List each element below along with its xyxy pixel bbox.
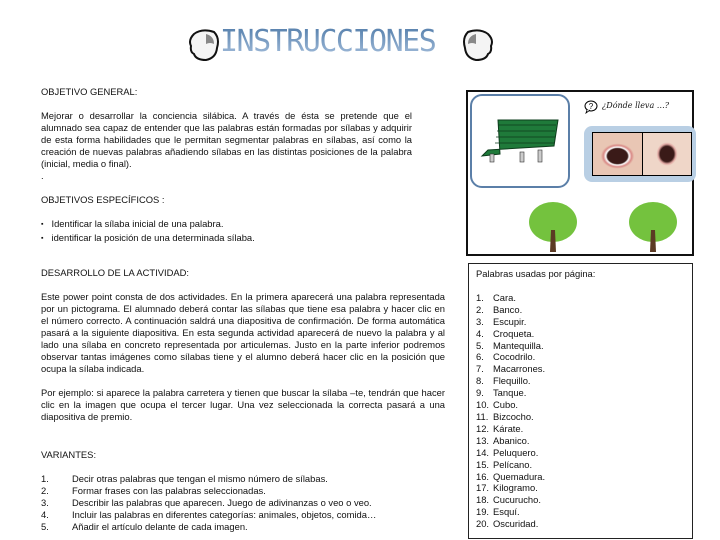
objetivo-general-text: Mejorar o desarrollar la conciencia silábica. A través de ésta se pretende que el alumnado sea capaz de entender que las palabras están formadas por sílabas y adquirir de esta forma habilidades que le permitan segmentar palabras en sílabas, así como la creación de nuevas palabras añadiendo sílabas en las distintas posiciones de la palabra (inicial, media o final). bbox=[41, 110, 412, 169]
list-item: 14. Peluquero. bbox=[476, 446, 539, 458]
list-item: 5. Mantequilla. bbox=[476, 339, 544, 351]
list-item: 12. Kárate. bbox=[476, 422, 524, 434]
objetivo-general-heading: OBJETIVO GENERAL: bbox=[41, 86, 138, 97]
list-item: 16. Quemadura. bbox=[476, 470, 546, 482]
list-item: 1. Cara. bbox=[476, 291, 516, 303]
list-item: 3. Escupir. bbox=[476, 315, 527, 327]
list-item: 11. Bizcocho. bbox=[476, 410, 534, 422]
objetivos-list bbox=[41, 218, 255, 246]
desarrollo-paragraph-1: Este power point consta de dos actividades. En la primera aparecerá una palabra representada por un pictograma. El alumnado deberá contar las sílabas que tiene esa palabra y hacer clic en el número correcto. A continuación saldrá una diapositiva de confirmación. De forma automática pasará a la siguiente diapositiva. En esta segunda actividad aparecerá de nuevo la palabra y al lado una sílaba en concreto representada por articulemas. Justo en la parte inferior podremos observar tantas imágenes como sílabas tiene y el alumno deberá hacer clic en la posición que ocupa la sílaba indicada. bbox=[41, 291, 445, 374]
variantes-list bbox=[41, 473, 376, 533]
fist-icon-right bbox=[462, 28, 494, 62]
desarrollo-paragraph-2: Por ejemplo: si aparece la palabra carretera y tienen que buscar la sílaba –te, tendrán que hacer clic en la imagen que ocupa el tercer lugar. Una vez seleccionada la correcta pasará a una diapositiva de premio. bbox=[41, 387, 445, 422]
page-title: INSTRUCCIONES bbox=[220, 24, 436, 59]
articulemas-panel bbox=[584, 126, 696, 182]
list-item: 5. Añadir el artículo delante de cada imagen. bbox=[41, 521, 248, 532]
palabras-list bbox=[476, 292, 685, 530]
fist-icon-left bbox=[188, 28, 220, 62]
list-item: 13. Abanico. bbox=[476, 434, 530, 446]
slide-preview bbox=[466, 90, 694, 256]
list-item: 10. Cubo. bbox=[476, 399, 519, 411]
tree-icon[interactable] bbox=[528, 200, 578, 252]
list-item: 1. Decir otras palabras que tengan el mismo número de sílabas. bbox=[41, 473, 328, 484]
slide-question: ¿Dónde lleva …? bbox=[602, 101, 670, 110]
mouth-open-image bbox=[593, 133, 642, 175]
list-item: 2. Formar frases con las palabras seleccionadas. bbox=[41, 485, 266, 496]
list-item: ▪ identificar la posición de una determinada sílaba. bbox=[41, 232, 255, 246]
list-item: 17. Kilogramo. bbox=[476, 482, 538, 494]
bench-icon bbox=[480, 116, 560, 166]
desarrollo-heading: DESARROLLO DE LA ACTIVIDAD: bbox=[41, 267, 189, 278]
palabras-box bbox=[468, 263, 693, 539]
list-item: 8. Flequillo. bbox=[476, 375, 531, 387]
list-item: 6. Cocodrilo. bbox=[476, 351, 536, 363]
list-item: 19. Esquí. bbox=[476, 506, 520, 518]
svg-text:?: ? bbox=[588, 102, 594, 111]
list-item: ▪ Identificar la sílaba inicial de una palabra. bbox=[41, 218, 255, 232]
list-item: 4. Croqueta. bbox=[476, 327, 535, 339]
objetivos-especificos-heading: OBJETIVOS ESPECÍFICOS : bbox=[41, 194, 165, 205]
dot: . bbox=[41, 170, 44, 181]
list-item: 2. Banco. bbox=[476, 303, 523, 315]
variantes-heading: VARIANTES: bbox=[41, 449, 97, 460]
mouth-round-image bbox=[642, 133, 692, 175]
list-item: 4. Incluir las palabras en diferentes categorías: animales, objetos, comida… bbox=[41, 509, 377, 520]
list-item: 20. Oscuridad. bbox=[476, 518, 539, 530]
list-item: 18. Cucurucho. bbox=[476, 494, 541, 506]
bench-card bbox=[470, 94, 570, 188]
speech-bubble-question-icon bbox=[584, 100, 598, 114]
list-item: 15. Pelícano. bbox=[476, 458, 533, 470]
list-item: 9. Tanque. bbox=[476, 387, 527, 399]
palabras-heading: Palabras usadas por página: bbox=[476, 268, 596, 279]
tree-icon[interactable] bbox=[628, 200, 678, 252]
list-item: 3. Describir las palabras que aparecen. Juego de adivinanzas o veo o veo. bbox=[41, 497, 372, 508]
list-item: 7. Macarrones. bbox=[476, 363, 546, 375]
